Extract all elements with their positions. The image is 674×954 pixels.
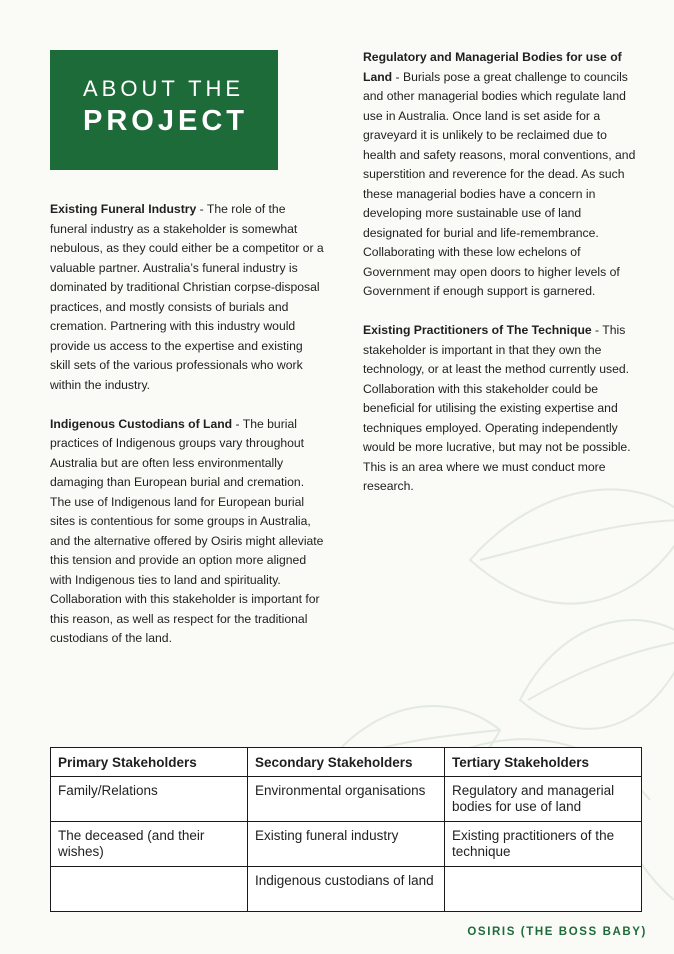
table-row [51,822,642,867]
section-indigenous-custodians [50,415,325,649]
right-column [363,48,638,516]
section-heading: Existing Funeral Industry [50,202,197,216]
table-header-row [51,748,642,777]
table-row [51,867,642,912]
table-cell: Existing funeral industry [248,822,445,867]
section-funeral-industry [50,200,325,395]
header-tertiary: Tertiary Stakeholders [445,748,642,777]
stakeholder-table [50,747,642,912]
section-body: - This stakeholder is important in that they own the technology, or at least the method currently used. Collaboration with this stakeholder could be beneficial for utilising the existing expertise and techniques employed. Operating independently would be more lucrative, but may not be possible. This is an area where we must conduct more research. [363,323,631,493]
section-heading: Regulatory and Managerial Bodies for use of Land [363,50,622,84]
table-cell: The deceased (and their wishes) [51,822,248,867]
table-cell: Family/Relations [51,777,248,822]
table-cell: Indigenous custodians of land [248,867,445,912]
title-banner [50,50,278,170]
footer-brand: OSIRIS (THE BOSS BABY) [467,926,647,938]
table-cell: Regulatory and managerial bodies for use of land [445,777,642,822]
section-heading: Existing Practitioners of The Technique [363,323,592,337]
section-existing-practitioners [363,321,638,497]
header-secondary: Secondary Stakeholders [248,748,445,777]
section-regulatory-bodies [363,48,638,302]
section-body: - The burial practices of Indigenous groups vary throughout Australia but are often less environmentally damaging than European burial and cremation. The use of Indigenous land for European burial sites is contentious for some groups in Australia, and the alternative offered by Osiris might alleviate this tension and provide an option more aligned with Indigenous ties to land and spirituality. Collaboration with this stakeholder is important for this reason, as well as respect for the traditional custodians of the land. [50,416,324,645]
section-heading: Indigenous Custodians of Land [50,416,233,431]
table-row [51,777,642,822]
table-cell: Environmental organisations [248,777,445,822]
table-cell [51,867,248,912]
table-cell: Existing practitioners of the technique [445,822,642,867]
header-primary: Primary Stakeholders [51,748,248,777]
section-body: - Burials pose a great challenge to councils and other managerial bodies which regulate land use in Australia. Once land is set aside for a graveyard it is unlikely to be reclaimed due to health and safety reasons, moral conventions, and superstition and reverence for the dead. As such these managerial bodies have a concern in developing more sustainable use of land designated for burial and life-remembrance. Collaborating with these low echelons of Government may open doors to higher levels of Government if enough support is garnered. [363,69,636,298]
section-body: - The role of the funeral industry as a stakeholder is somewhat nebulous, as they could either be a competitor or a valuable partner. Australia’s funeral industry is dominated by traditional Christian corpse-disposal practices, and mostly consists of burials and cremation. Partnering with this industry would provide us access to the expertise and existing skill sets of the various professionals who work within the industry. [50,202,324,392]
title-line-1: ABOUT THE [83,76,245,101]
left-column [50,200,325,668]
title-line-2: PROJECT [83,105,248,137]
table-cell [445,867,642,912]
